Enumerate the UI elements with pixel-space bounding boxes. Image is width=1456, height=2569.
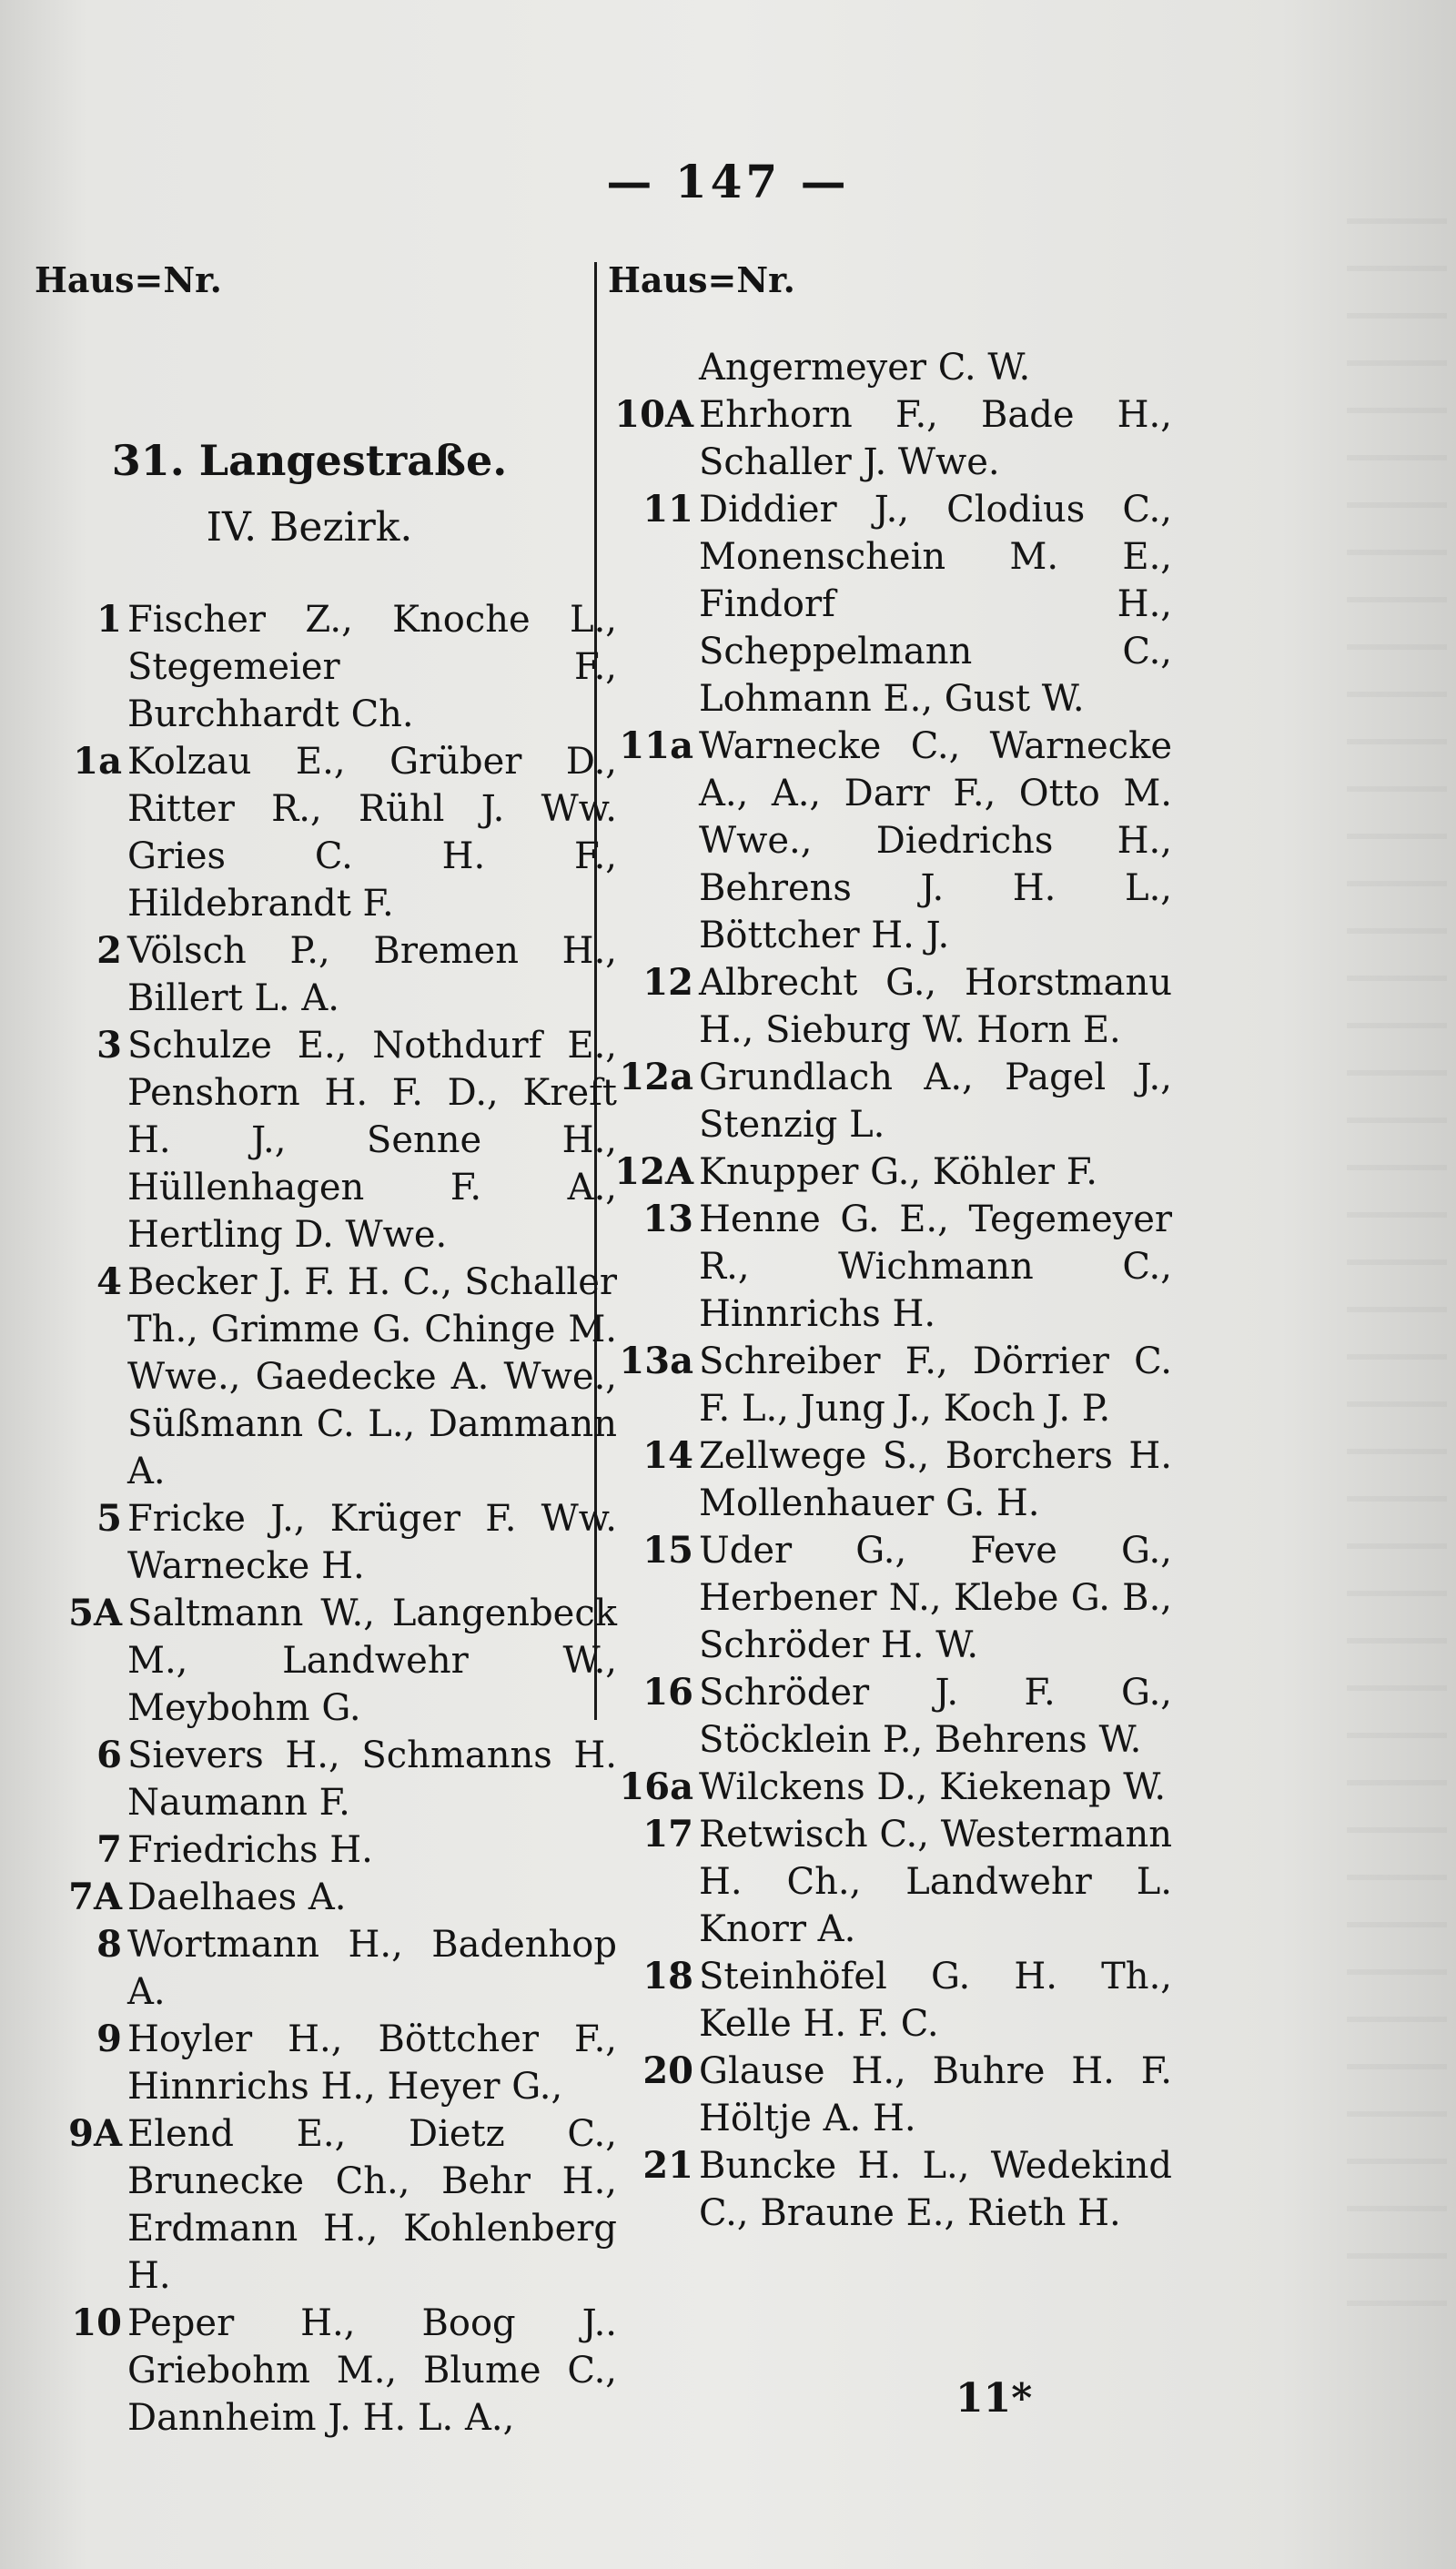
house-number: 12 (642, 961, 693, 1004)
house-entry (35, 1022, 617, 1259)
resident-names: Henne G. E., Tegemeyer R., Wichmann C., Hinnrichs H. (699, 1199, 1172, 1335)
house-number: 10A (614, 393, 693, 436)
resident-names: Diddier J., Clodius C., Monenschein M. E., Findorf H., Scheppelmann C., Lohmann E., Gust W. (699, 489, 1172, 720)
house-entry (35, 1590, 617, 1732)
resident-names: Wortmann H., Badenhop A. (127, 1924, 617, 2013)
house-entry (608, 2048, 1172, 2142)
house-entry (608, 2142, 1172, 2237)
section-subtitle: IV. Bezirk. (206, 504, 413, 551)
house-entry (35, 2016, 617, 2110)
house-entry (35, 738, 617, 927)
section-title: 31. Langestraße. (111, 436, 508, 485)
house-entry (35, 1732, 617, 1826)
house-entry (35, 1826, 617, 1874)
house-number: 13a (619, 1340, 693, 1382)
left-column (35, 596, 617, 2442)
column-header-left: Haus=Nr. (35, 259, 222, 300)
resident-names: Hoyler H., Böttcher F., Hinnrichs H., Heyer G., (127, 2018, 617, 2108)
house-entry (608, 1527, 1172, 1669)
house-number: 8 (96, 1923, 122, 1966)
house-number: 1 (96, 598, 122, 641)
house-number: 15 (642, 1529, 693, 1572)
house-number: 2 (96, 929, 122, 972)
house-number: 20 (642, 2049, 693, 2092)
house-number: 3 (96, 1024, 122, 1067)
house-number: 7 (96, 1828, 122, 1871)
house-number: 9A (68, 2112, 122, 2155)
resident-names: Glause H., Buhre H. F. Höltje A. H. (699, 2050, 1172, 2139)
house-entry (608, 1054, 1172, 1148)
resident-names: Wilckens D., Kiekenap W. (699, 1766, 1167, 1808)
house-entry (608, 1148, 1172, 1196)
resident-names: Fischer Z., Knoche L., Stegemeier F., Burchhardt Ch. (127, 599, 617, 735)
house-number: 13 (642, 1198, 693, 1240)
resident-names: Buncke H. L., Wedekind C., Braune E., Rieth H. (699, 2145, 1172, 2234)
resident-names: Kolzau E., Grüber D., Ritter R., Rühl J. Ww. Gries C. H. F., Hildebrandt F. (127, 741, 617, 925)
resident-names: Elend E., Dietz C., Brunecke Ch., Behr H., Erdmann H., Kohlenberg H. (127, 2113, 617, 2297)
resident-names: Uder G., Feve G., Herbener N., Klebe G. B., Schröder H. W. (699, 1530, 1172, 1666)
house-number: 12a (619, 1056, 693, 1098)
house-entry (35, 1874, 617, 1921)
house-entry (608, 1764, 1172, 1811)
house-entry (35, 596, 617, 738)
house-number: 5A (68, 1592, 122, 1634)
house-entry (608, 391, 1172, 486)
resident-names: Sievers H., Schmanns H. Naumann F. (127, 1735, 617, 1824)
resident-names: Friedrichs H. (127, 1829, 373, 1871)
resident-names: Schreiber F., Dörrier C. F. L., Jung J., Koch J. P. (699, 1340, 1172, 1430)
house-entry (35, 2110, 617, 2300)
house-number: 21 (642, 2144, 693, 2187)
house-entry (608, 344, 1172, 391)
house-number (608, 344, 693, 391)
house-entry (608, 1432, 1172, 1527)
house-entry (608, 723, 1172, 959)
house-number: 7A (68, 1876, 122, 1918)
house-number: 14 (642, 1434, 693, 1477)
resident-names: Zellwege S., Borchers H. Mollenhauer G. H. (699, 1435, 1172, 1524)
right-column (608, 344, 1172, 2237)
resident-names: Schulze E., Nothdurf E., Penshorn H. F. D., Kreft H. J., Senne H., Hüllenhagen F. A., Hertling D. Wwe. (127, 1025, 617, 1256)
house-number: 11a (619, 724, 693, 767)
section-heading (36, 433, 582, 555)
house-entry (608, 486, 1172, 723)
house-number: 17 (642, 1813, 693, 1856)
house-entry (608, 1196, 1172, 1338)
house-number: 16a (619, 1765, 693, 1808)
house-entry (35, 1259, 617, 1495)
resident-names: Angermeyer C. W. (699, 347, 1031, 389)
bleed-through-texture (1347, 218, 1447, 2311)
resident-names: Grundlach A., Pagel J., Stenzig L. (699, 1057, 1172, 1146)
resident-names: Peper H., Boog J.. Griebohm M., Blume C., Dannheim J. H. L. A., (127, 2302, 617, 2439)
house-entry (608, 1338, 1172, 1432)
resident-names: Becker J. F. H. C., Schaller Th., Grimme G. Chinge M. Wwe., Gaedecke A. Wwe., Süßmann C. L., Dammann A. (127, 1261, 617, 1492)
signature-mark: 11* (956, 2375, 1033, 2422)
house-number: 5 (96, 1497, 122, 1540)
house-entry (35, 2300, 617, 2442)
house-number: 4 (96, 1260, 122, 1303)
house-entry (608, 959, 1172, 1054)
house-number: 1a (73, 740, 122, 783)
resident-names: Retwisch C., Westermann H. Ch., Landwehr L. Knorr A. (699, 1814, 1172, 1950)
house-entry (608, 1953, 1172, 2048)
house-entry (35, 1495, 617, 1590)
house-number: 10 (71, 2301, 122, 2344)
resident-names: Albrecht G., Horstmanu H., Sieburg W. Horn E. (699, 962, 1172, 1051)
column-header-right: Haus=Nr. (608, 259, 795, 300)
house-entry (608, 1669, 1172, 1764)
house-number: 18 (642, 1955, 693, 1998)
resident-names: Daelhaes A. (127, 1876, 347, 1918)
house-entry (608, 1811, 1172, 1953)
house-number: 9 (96, 2018, 122, 2060)
resident-names: Warnecke C., Warnecke A., A., Darr F., Otto M. Wwe., Diedrichs H., Behrens J. H. L., Böttcher H. J. (699, 725, 1172, 956)
house-entry (35, 1921, 617, 2016)
house-number: 12A (614, 1150, 693, 1193)
house-number: 6 (96, 1734, 122, 1776)
house-number: 16 (642, 1671, 693, 1714)
resident-names: Steinhöfel G. H. Th., Kelle H. F. C. (699, 1956, 1172, 2045)
house-entry (35, 927, 617, 1022)
page-number: — 147 — (606, 155, 850, 208)
house-number: 11 (642, 488, 693, 531)
resident-names: Völsch P., Bremen H., Billert L. A. (127, 930, 617, 1019)
resident-names: Fricke J., Krüger F. Ww. Warnecke H. (127, 1498, 617, 1587)
resident-names: Knupper G., Köhler F. (699, 1151, 1097, 1193)
resident-names: Schröder J. F. G., Stöcklein P., Behrens W. (699, 1672, 1172, 1761)
resident-names: Saltmann W., Langenbeck M., Landwehr W., Meybohm G. (127, 1593, 617, 1729)
resident-names: Ehrhorn F., Bade H., Schaller J. Wwe. (699, 394, 1172, 483)
